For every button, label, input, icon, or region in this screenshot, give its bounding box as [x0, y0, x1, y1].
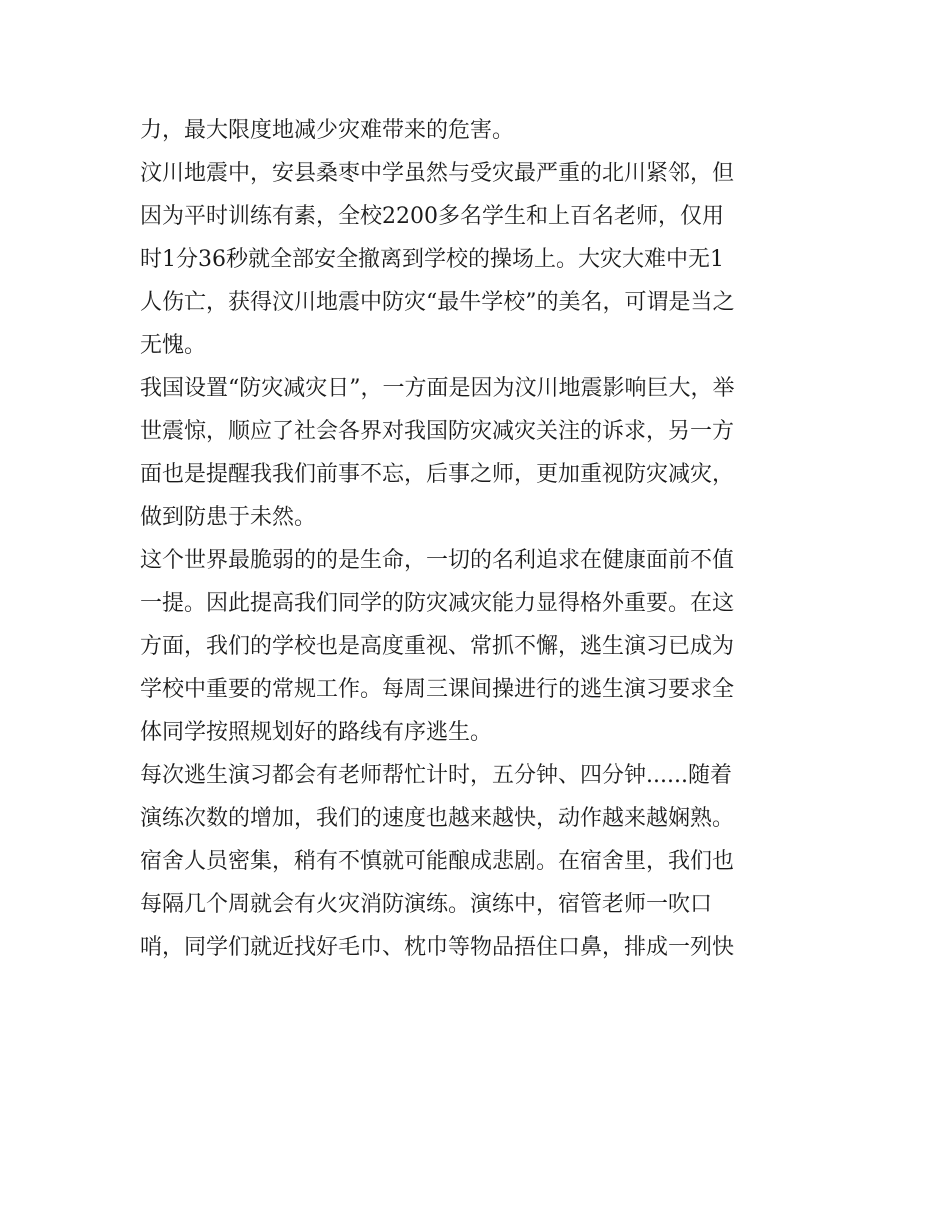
text-line: 做到防患于未然。 [140, 505, 317, 530]
text-line: 方面，我们的学校也是高度重视、常抓不懈，逃生演习已成为 [140, 634, 735, 659]
text-line: 我国设置“防灾减灾日”，一方面是因为汶川地震影响巨大，举 [140, 376, 735, 401]
text-line: 每隔几个周就会有火灾消防演练。演练中，宿管老师一吹口 [140, 892, 713, 917]
text-line: 世震惊，顺应了社会各界对我国防灾减灾关注的诉求，另一方 [140, 419, 735, 444]
body-text [140, 109, 820, 969]
text-line: 面也是提醒我我们前事不忘，后事之师，更加重视防灾减灾， [140, 462, 735, 487]
text-line: 人伤亡，获得汶川地震中防灾“最牛学校”的美名，可谓是当之 [140, 290, 735, 315]
text-line: 这个世界最脆弱的的是生命，一切的名利追求在健康面前不值 [140, 548, 735, 573]
text-line: 因为平时训练有素，全校2200多名学生和上百名老师，仅用 [140, 204, 724, 229]
text-line: 学校中重要的常规工作。每周三课间操进行的逃生演习要求全 [140, 677, 735, 702]
text-line: 体同学按照规划好的路线有序逃生。 [140, 720, 493, 745]
text-line: 一提。因此提高我们同学的防灾减灾能力显得格外重要。在这 [140, 591, 735, 616]
text-line: 汶川地震中，安县桑枣中学虽然与受灾最严重的北川紧邻，但 [140, 161, 735, 186]
text-line: 哨，同学们就近找好毛巾、枕巾等物品捂住口鼻，排成一列快 [140, 935, 735, 960]
text-line: 力，最大限度地减少灾难带来的危害。 [140, 118, 515, 143]
text-line: 宿舍人员密集，稍有不慎就可能酿成悲剧。在宿舍里，我们也 [140, 849, 735, 874]
text-line: 演练次数的增加，我们的速度也越来越快，动作越来越娴熟。 [140, 806, 735, 831]
text-line: 每次逃生演习都会有老师帮忙计时，五分钟、四分钟......随着 [140, 763, 732, 788]
text-line: 无愧。 [140, 333, 207, 358]
text-line: 时1分36秒就全部安全撤离到学校的操场上。大灾大难中无1 [140, 247, 724, 272]
